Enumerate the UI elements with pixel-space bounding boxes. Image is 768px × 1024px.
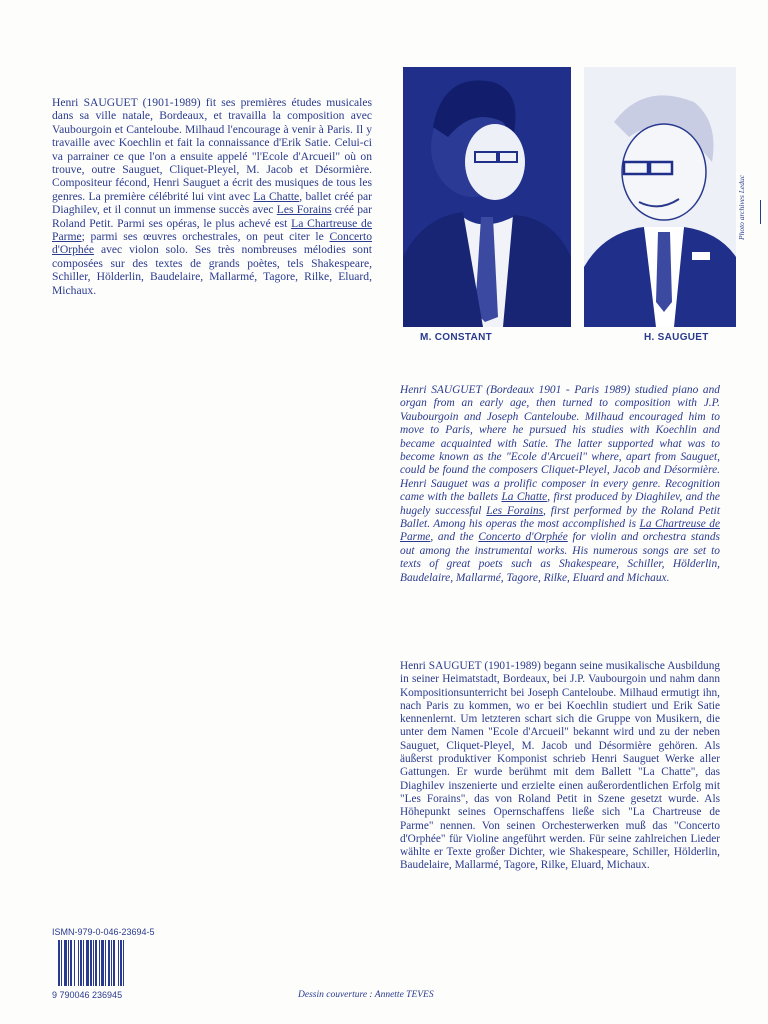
barcode-bar xyxy=(123,940,124,986)
english-text-part: , and the xyxy=(430,531,479,544)
barcode-bar xyxy=(108,940,110,986)
german-biography: Henri SAUGUET (1901-1989) begann seine musikalische Ausbildung in seiner Heimatstadt, Bordeaux, bei J.P. Vaubourgoin und nahm dann Kompositionsunterricht bei Joseph Canteloube. Milhaud ermutigt ihn, nach Paris zu kommen, wo er bei Koechlin studiert und Erik Satie kennenlernt. Um letzteren schart sich die Gruppe von Musikern, die unter dem Namen "Ecole d'Arcueil" bekannt wird und zu der neben Sauguet, Cliquet-Pleyel, M. Jacob und Désormière gehören. Als äußerst produktiver Komponist schrieb Henri Sauguet Werke aller Gattungen. Er wurde berühmt mit dem Ballett "La Chatte", das Diaghilev inszenierte und erzielte einen außerordentlichen Erfolg mit "Les Forains", das von Roland Petit in Szene gesetzt wurde. Als Höhepunkt seines Opernschaffens ließe sich "La Chartreuse de Parme" nennen. Von seinen Orchesterwerken muß das "Concerto d'Orphée" für Violine angeführt werden. Für seine zahlreichen Lieder wählte er Texte großer Dichter, wie Shakespeare, Schiller, Hölderlin, Baudelaire, Mallarmé, Tagore, Rilke, Eluard, Michaux. xyxy=(400,660,720,872)
english-text-part: , first produced by Diaghilev, and the hugely successful xyxy=(400,491,720,517)
barcode-bar xyxy=(93,940,94,986)
portrait-sauguet-image xyxy=(584,67,736,327)
work-les-forains-en: Les Forains xyxy=(486,504,544,517)
photo-credit: Photo archives Leduc xyxy=(737,174,746,240)
work-la-chartreuse-en: La Chartreuse de Parme xyxy=(400,518,721,544)
french-text-part: ; parmi ses œuvres orchestrales, on peut citer le xyxy=(81,230,330,244)
barcode-bar xyxy=(68,940,69,986)
barcode-bar xyxy=(90,940,92,986)
barcode-bar xyxy=(118,940,119,986)
work-la-chartreuse: La Chartreuse de Parme xyxy=(52,216,372,244)
french-text-part: avec violon solo. Ses très nombreuses mélodies sont composées sur des textes de grands poètes, tels Shakespeare, Schiller, Hölderlin, Baudelaire, Mallarmé, Tagore, Rilke, Eluard, Michaux. xyxy=(52,243,372,297)
french-text-part: créé par Roland Petit. Parmi ses opéras, le plus achevé est xyxy=(52,203,373,230)
work-la-chatte-en: La Chatte xyxy=(501,491,548,504)
barcode-bar xyxy=(70,940,72,986)
margin-rule xyxy=(760,200,761,224)
ismn-number: ISMN-979-0-046-23694-5 xyxy=(52,927,155,937)
caption-sauguet: H. SAUGUET xyxy=(644,332,709,343)
barcode-digits: 9 790046 236945 xyxy=(52,990,123,1000)
barcode-bar xyxy=(120,940,122,986)
english-text-part: for violin and orchestra stands out among the instrumental works. His numerous songs are set to texts of great poets such as Shakespeare, Schiller, Hölderlin, Baudelaire, Mallarmé, Tagore, Rilke, Eluard and Michaux. xyxy=(400,531,720,584)
photo-constant xyxy=(403,67,571,327)
french-text-part: , ballet créé par Diaghilev, et il connut un immense succès avec xyxy=(52,189,372,217)
barcode-bar xyxy=(99,940,100,986)
cover-credit: Dessin couverture : Annette TEVES xyxy=(298,990,434,1000)
english-text-part: Henri SAUGUET (Bordeaux 1901 - Paris 1989) studied piano and organ from an early age, then turned to composition with J.P. Vaubourgoin and Joseph Canteloube. Milhaud encouraged him to move to Paris, where he pursued his studies with Koechlin and became acquainted with Satie. The latter supported what was to become known as the "Ecole d'Arcueil" where, apart from Sauguet, could be found the composers Cliquet-Pleyel, Jacob and Désormière. Henri Sauguet was a prolific composer in every genre. Recognition came with the ballets xyxy=(400,384,720,504)
barcode-bar xyxy=(78,940,79,986)
work-concerto-orphee: Concerto d'Orphée xyxy=(52,230,372,257)
portrait-constant-image xyxy=(403,67,571,327)
french-biography xyxy=(52,96,372,297)
barcode-bar xyxy=(61,940,62,986)
barcode-bar xyxy=(58,940,60,986)
barcode-bar xyxy=(86,940,89,986)
english-text-part: , first performed by the Roland Petit Ballet. Among his operas the most accomplished is xyxy=(400,504,720,531)
barcode-bars xyxy=(58,940,124,986)
work-concerto-orphee-en: Concerto d'Orphée xyxy=(478,531,568,544)
barcode-bar xyxy=(83,940,84,986)
barcode-bar xyxy=(113,940,115,986)
french-text-part: Henri SAUGUET (1901-1989) fit ses premières études musicales dans sa ville natale, Bordeaux, et travailla la composition avec Vaubourgoin et Canteloube. Milhaud l'encourage à venir à Paris. Il y travaille avec Koechlin et fait la connaissance d'Erik Satie. Celui-ci va parrainer ce que l'on a ensuite appelé "l'Ecole d'Arcueil" où on trouve, outre Sauguet, Cliquet-Pleyel, M. Jacob et Désormière. Compositeur fécond, Henri Sauguet a écrit des musiques de tous les genres. La première célébrité lui vint avec xyxy=(52,96,372,203)
barcode-bar xyxy=(101,940,104,986)
work-les-forains: Les Forains xyxy=(276,203,332,217)
barcode-bar xyxy=(105,940,106,986)
barcode-bar xyxy=(64,940,67,986)
caption-constant: M. CONSTANT xyxy=(420,332,492,343)
work-la-chatte: La Chatte xyxy=(253,189,300,203)
barcode-bar xyxy=(95,940,97,986)
barcode xyxy=(52,940,172,1000)
barcode-bar xyxy=(111,940,112,986)
barcode-bar xyxy=(80,940,82,986)
photo-sauguet xyxy=(584,67,736,327)
english-biography xyxy=(400,384,720,585)
barcode-bar xyxy=(74,940,75,986)
